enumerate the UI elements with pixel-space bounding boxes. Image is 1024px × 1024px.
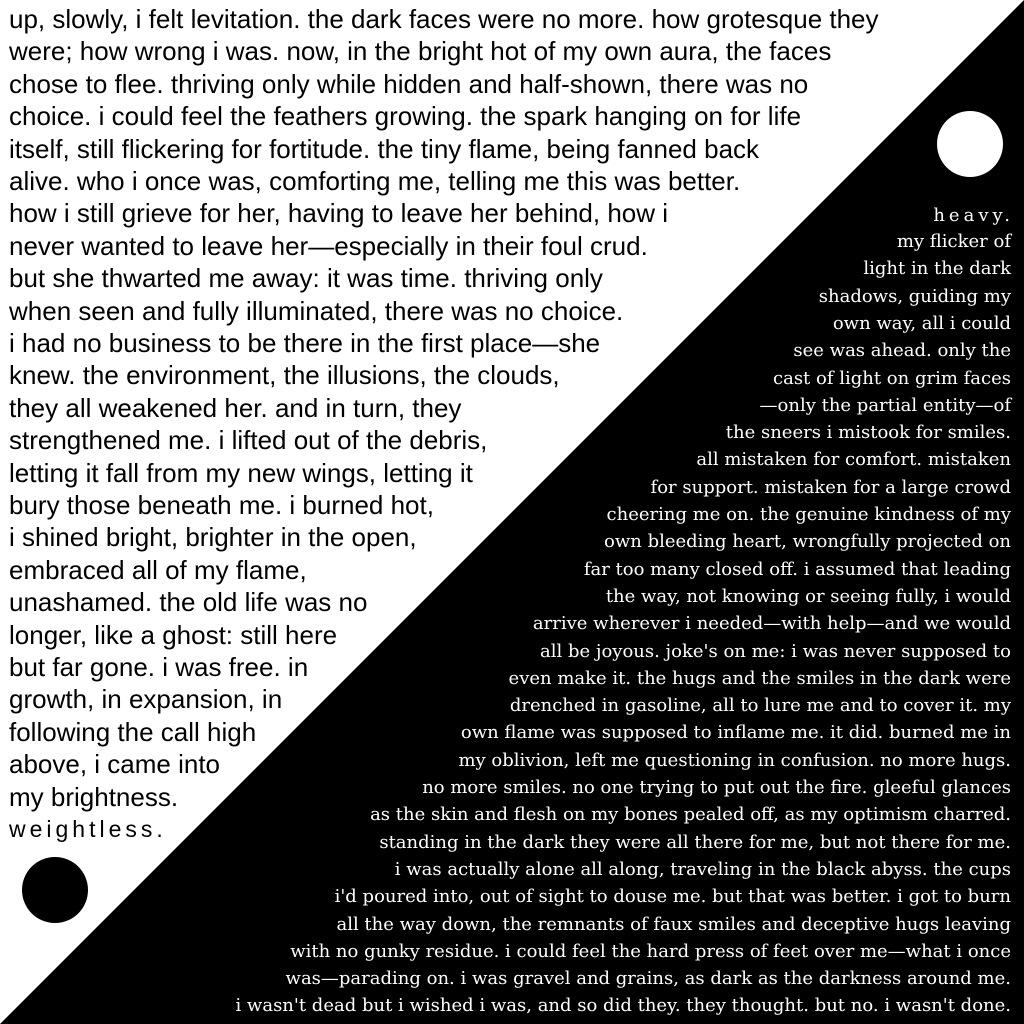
left-poem-line: longer, like a ghost: still here bbox=[9, 619, 338, 650]
left-poem-line: i had no business to be there in the first place—she bbox=[9, 328, 601, 358]
right-poem-line: —only the partial entity—of bbox=[759, 394, 1011, 416]
left-poem-line: my brightness. bbox=[9, 781, 179, 812]
right-poem-line: i wasn't dead but i wished i was, and so did they. they thought. but no. i wasn't done. bbox=[235, 995, 1011, 1017]
right-poem-line: all the way down, the remnants of faux smiles and deceptive hugs leaving bbox=[336, 913, 1011, 935]
left-poem-line: embraced all of my flame, bbox=[9, 554, 307, 585]
left-poem-line: i shined bright, brighter in the open, bbox=[9, 522, 417, 553]
right-poem-line: all mistaken for comfort. mistaken bbox=[696, 449, 1011, 471]
white-moon-circle bbox=[937, 111, 1003, 177]
left-poem-line: itself, still flickering for fortitude. the tiny flame, being fanned back bbox=[9, 133, 760, 164]
right-poem-line: was—parading on. i was gravel and grains, as dark as the darkness around me. bbox=[285, 968, 1011, 990]
left-poem-line: alive. who i once was, comforting me, telling me this was better. bbox=[9, 166, 741, 196]
left-poem-line: but far gone. i was free. in bbox=[9, 652, 309, 682]
left-poem-line: they all weakened her. and in turn, they bbox=[9, 392, 462, 423]
left-poem-line: bury those beneath me. i burned hot, bbox=[9, 490, 434, 520]
right-poem-line: own flame was supposed to inflame me. it did. burned me in bbox=[460, 722, 1011, 744]
right-poem-line: all be joyous. joke's on me: i was never supposed to bbox=[540, 640, 1011, 662]
right-poem-line: my oblivion, left me questioning in confusion. no more hugs. bbox=[458, 749, 1011, 771]
left-poem-line: but she thwarted me away: it was time. thriving only bbox=[9, 263, 603, 294]
right-poem-line: for support. mistaken for a large crowd bbox=[650, 476, 1011, 498]
right-poem-line: even make it. the hugs and the smiles in the dark were bbox=[508, 667, 1011, 689]
right-poem-line: arrive wherever i needed—with help—and we would bbox=[532, 613, 1011, 635]
left-poem-line: knew. the environment, the illusions, the clouds, bbox=[9, 360, 560, 391]
left-poem-line: letting it fall from my new wings, letting it bbox=[9, 457, 473, 488]
left-poem-line: were; how wrong i was. now, in the bright hot of my own aura, the faces bbox=[9, 36, 832, 67]
right-poem-line: with no gunky residue. i could feel the hard press of feet over me—what i once bbox=[290, 940, 1011, 962]
left-poem-line: following the call high bbox=[9, 716, 257, 747]
left-poem-line: how i still grieve for her, having to leave her behind, how i bbox=[9, 198, 669, 229]
left-poem-line: up, slowly, i felt levitation. the dark faces were no more. how grotesque they bbox=[9, 4, 879, 34]
right-poem-line: i'd poured into, out of sight to douse me. but that was better. i got to burn bbox=[334, 886, 1011, 908]
left-poem-line: chose to flee. thriving only while hidden and half-shown, there was no bbox=[9, 68, 809, 99]
right-poem-line: the way, not knowing or seeing fully, i would bbox=[605, 585, 1011, 607]
right-poem-line: standing in the dark they were all there for me, but not there for me. bbox=[379, 831, 1011, 853]
left-poem-line: growth, in expansion, in bbox=[9, 684, 283, 715]
right-poem-line: no more smiles. no one trying to put out the fire. gleeful glances bbox=[422, 777, 1011, 798]
right-poem-line: light in the dark bbox=[863, 258, 1011, 280]
right-poem-line: the sneers i mistook for smiles. bbox=[725, 422, 1011, 444]
black-moon-circle bbox=[22, 857, 88, 923]
right-poem-line: see was ahead. only the bbox=[793, 340, 1011, 362]
right-poem-line: as the skin and flesh on my bones pealed off, as my optimism charred. bbox=[370, 804, 1011, 826]
left-poem-line: strengthened me. i lifted out of the debris, bbox=[9, 425, 488, 456]
left-poem-line: choice. i could feel the feathers growing. the spark hanging on for life bbox=[9, 101, 802, 132]
right-poem-line: cheering me on. the genuine kindness of my bbox=[606, 504, 1011, 525]
left-poem-line: above, i came into bbox=[9, 749, 221, 780]
right-poem-line: own way, all i could bbox=[832, 312, 1011, 334]
right-poem-line: i was actually alone all along, traveling in the black abyss. the cups bbox=[394, 858, 1011, 880]
right-poem-line: shadows, guiding my bbox=[818, 285, 1011, 307]
right-poem-title: heavy. bbox=[933, 205, 1014, 226]
right-poem-line: own bleeding heart, wrongfully projected on bbox=[604, 531, 1011, 553]
right-poem-line: drenched in gasoline, all to lure me and to cover it. my bbox=[509, 695, 1011, 717]
left-poem-line: when seen and fully illuminated, there was no choice. bbox=[9, 295, 624, 326]
right-poem-line: far too many closed off. i assumed that leading bbox=[583, 558, 1011, 580]
left-poem-line: unashamed. the old life was no bbox=[9, 587, 368, 618]
left-poem-line: never wanted to leave her—especially in their foul crud. bbox=[9, 230, 648, 261]
right-poem-line: cast of light on grim faces bbox=[773, 367, 1011, 389]
left-poem-title: weightless. bbox=[9, 816, 167, 842]
right-poem-line: my flicker of bbox=[896, 231, 1011, 252]
